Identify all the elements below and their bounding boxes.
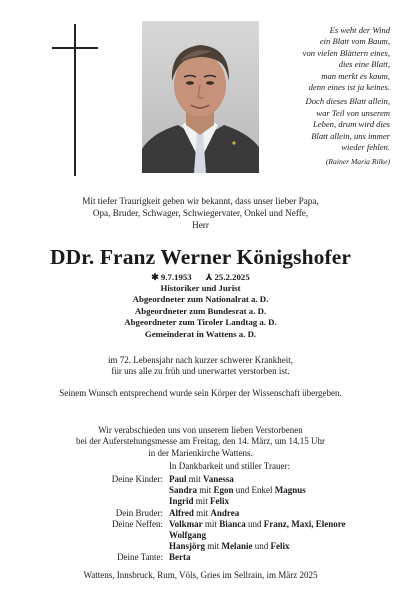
mourner-row xyxy=(0,474,401,485)
wish-text xyxy=(20,388,381,399)
mourner-role: Dein Bruder: xyxy=(115,507,163,518)
mourner-name: Franz, Maxi, Elenore xyxy=(263,518,346,529)
poem-line: war Teil von unserem xyxy=(316,107,390,118)
birth-date: ✱ 9.7.1953 xyxy=(151,272,192,282)
portrait-illustration xyxy=(142,21,259,173)
mourner-role: Deine Tante: xyxy=(117,552,163,563)
poem-line: Blatt allein, uns immer xyxy=(311,130,390,141)
mourner-role: Deine Kinder: xyxy=(111,474,163,484)
mourner-row xyxy=(0,530,401,541)
passing-line: für uns alle zu früh und unerwartet verstorben ist. xyxy=(111,366,290,377)
title-line: Historiker und Jurist xyxy=(160,283,241,293)
mourner-connector: mit xyxy=(205,541,222,552)
death-date: ⅄ 25.2.2025 xyxy=(205,272,250,282)
mourner-row xyxy=(0,485,401,496)
deceased-name: DDr. Franz Werner Königshofer xyxy=(49,245,352,269)
life-dates xyxy=(0,272,401,283)
mourner-row xyxy=(0,496,401,507)
mourner-names xyxy=(169,552,191,563)
mourner-name: Melanie xyxy=(221,541,253,552)
poem-line: denn eines ist ja keines. xyxy=(308,82,390,93)
mourner-name: Felix xyxy=(210,496,230,507)
titles-list xyxy=(0,283,401,340)
mourner-connector: mit xyxy=(197,485,214,496)
farewell-line: bei der Auferstehungsmesse am Freitag, den 14. März, um 14.15 Uhr xyxy=(76,436,325,447)
cross-icon-horizontal xyxy=(52,47,98,49)
mourner-name: Felix xyxy=(270,541,290,552)
title-line: Abgeordneter zum Nationalrat a. D. xyxy=(132,294,269,305)
mourner-row xyxy=(0,552,401,563)
poem-line: Leben, drum wird dies xyxy=(312,119,390,130)
mourners-list xyxy=(0,474,401,564)
mourner-connector: mit xyxy=(186,474,204,484)
mourner-name: Wolfgang xyxy=(169,529,207,540)
mourner-name: Vanessa xyxy=(203,474,234,484)
mourner-names xyxy=(169,485,306,496)
mourner-names xyxy=(169,496,229,507)
footer-places-date: Wattens, Innsbruck, Rum, Völs, Gries im Sellrain, im März 2025 xyxy=(83,570,318,580)
mourner-connector: und xyxy=(252,541,271,552)
poem-line: wieder fehlen. xyxy=(341,142,390,153)
title-line: Gemeinderat in Wattens a. D. xyxy=(144,328,257,339)
poem-stanza-1 xyxy=(262,25,390,93)
poem xyxy=(262,25,390,168)
poem-line: ein Blatt vom Baum, xyxy=(319,36,390,47)
title-line: Abgeordneter zum Bundesrat a. D. xyxy=(134,305,267,316)
intro-line: Herr xyxy=(192,219,209,230)
mourner-connector: mit xyxy=(202,518,220,529)
mourner-name: Alfred xyxy=(169,507,194,518)
mourner-row xyxy=(0,519,401,530)
mourner-names xyxy=(169,530,206,541)
wish-line: Seinem Wunsch entsprechend wurde sein Körper der Wissenschaft übergeben. xyxy=(59,388,342,398)
mourner-name: Volkmar xyxy=(169,518,203,529)
mourner-role: Deine Neffen: xyxy=(111,518,163,529)
mourner-connector: und Enkel xyxy=(233,485,275,496)
intro-line: Mit tiefer Traurigkeit geben wir bekannt, dass unser lieber Papa, xyxy=(82,196,319,206)
mourner-name: Egon xyxy=(213,485,234,496)
portrait-photo xyxy=(142,21,259,173)
title-line: Abgeordneter zum Tiroler Landtag a. D. xyxy=(124,317,277,328)
mourner-connector: mit xyxy=(193,507,211,518)
passing-line: im 72. Lebensjahr nach kurzer schwerer Krankheit, xyxy=(108,355,293,365)
mourner-names xyxy=(169,519,346,530)
poem-line: dies eine Blatt, xyxy=(338,59,390,70)
poem-line: Es weht der Wind xyxy=(329,25,390,35)
mourner-name: Berta xyxy=(169,552,191,563)
poem-line: von vielen Blättern eines, xyxy=(302,47,390,58)
mourner-name: Andrea xyxy=(210,507,240,518)
mourner-name: Paul xyxy=(169,474,187,484)
poem-author: (Rainer Maria Rilke) xyxy=(325,157,390,167)
intro-line: Opa, Bruder, Schwager, Schwiegervater, Onkel und Neffe, xyxy=(92,207,309,218)
poem-line: Doch dieses Blatt allein, xyxy=(305,96,390,107)
mourner-connector: mit xyxy=(193,496,211,507)
intro-text xyxy=(40,196,361,231)
mourner-names xyxy=(169,541,290,552)
mourner-names xyxy=(169,474,234,485)
mourner-name: Ingrid xyxy=(169,496,194,507)
farewell-line: Wir verabschieden uns von unserem lieben Verstorbenen xyxy=(98,425,303,435)
mourner-row xyxy=(0,508,401,519)
mourner-name: Magnus xyxy=(274,485,306,496)
poem-stanza-2 xyxy=(262,96,390,153)
mourner-name: Sandra xyxy=(169,485,198,496)
mourner-name: Bianca xyxy=(219,518,246,529)
farewell-line: in der Marienkirche Wattens. xyxy=(148,447,253,458)
mourning-heading: In Dankbarkeit und stiller Trauer: xyxy=(169,461,290,471)
farewell-text xyxy=(20,425,381,459)
mourner-name: Hansjörg xyxy=(169,541,205,552)
mourner-names xyxy=(169,508,239,519)
poem-line: man merkt es kaum, xyxy=(321,70,390,81)
passing-text xyxy=(20,355,381,378)
mourner-connector: und xyxy=(245,518,264,529)
mourner-row xyxy=(0,541,401,552)
